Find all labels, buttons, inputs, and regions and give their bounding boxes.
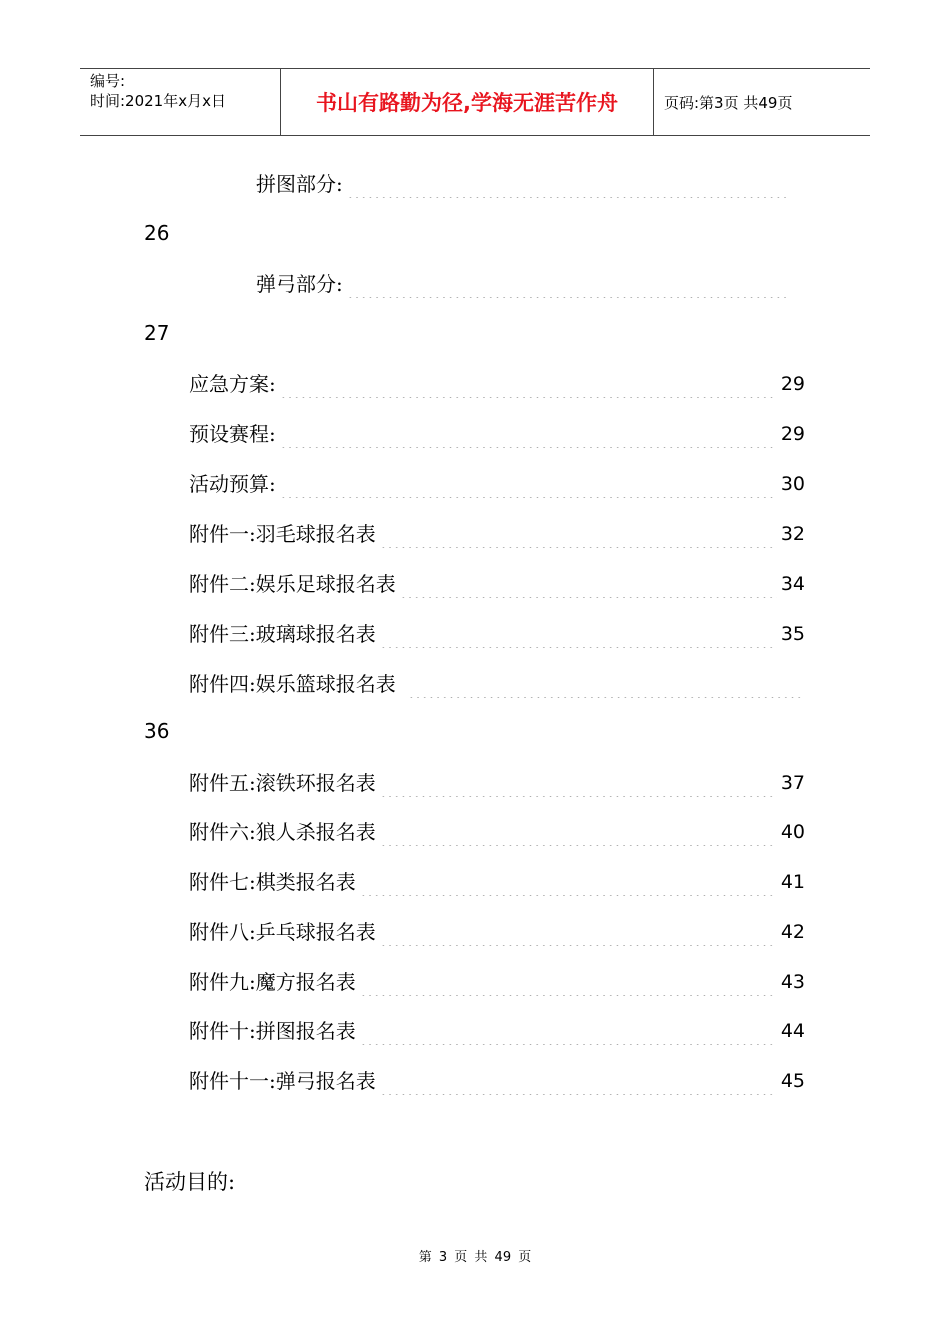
toc-label: 附件六:狼人杀报名表 <box>189 820 376 844</box>
toc-entry[interactable] <box>189 868 805 896</box>
toc-entry[interactable] <box>189 470 805 498</box>
page-footer: 第 3 页 共 49 页 <box>418 1250 532 1265</box>
toc-entry[interactable] <box>256 270 792 298</box>
toc-leader <box>400 570 777 598</box>
toc-label: 附件八:乒乓球报名表 <box>189 920 376 944</box>
header-meta <box>80 69 281 135</box>
toc-leader <box>347 270 788 298</box>
toc-page: 45 <box>780 1070 805 1092</box>
toc-page: 29 <box>780 373 805 395</box>
toc-entry[interactable] <box>189 1067 805 1095</box>
toc-label: 弹弓部分: <box>256 272 343 296</box>
toc-label: 活动预算: <box>189 472 276 496</box>
toc-label: 应急方案: <box>189 372 276 396</box>
toc-entry[interactable] <box>189 818 805 846</box>
toc-leader <box>360 968 777 996</box>
toc-wrapped-page: 27 <box>144 321 170 345</box>
toc-leader <box>280 370 777 398</box>
toc-page: 37 <box>780 772 805 794</box>
toc-leader <box>380 769 777 797</box>
toc-entry[interactable] <box>189 918 805 946</box>
toc-page: 29 <box>780 423 805 445</box>
toc-entry[interactable] <box>189 1017 805 1045</box>
toc-leader <box>280 420 777 448</box>
section-title: 活动目的: <box>144 1170 236 1194</box>
toc-page: 42 <box>780 921 805 943</box>
toc-label: 拼图部分: <box>256 172 343 196</box>
toc-leader <box>380 520 777 548</box>
toc-page: 43 <box>780 971 805 993</box>
toc-leader <box>380 918 777 946</box>
toc-page: 30 <box>780 473 805 495</box>
header-page-info: 页码:第3页 共49页 <box>664 93 793 112</box>
toc-label: 附件一:羽毛球报名表 <box>189 522 376 546</box>
toc-entry[interactable] <box>189 769 805 797</box>
toc-label: 附件十一:弹弓报名表 <box>189 1069 376 1093</box>
toc-entry[interactable] <box>256 170 792 198</box>
toc-entry[interactable] <box>189 968 805 996</box>
toc-entry[interactable] <box>189 520 805 548</box>
toc-page: 44 <box>780 1020 805 1042</box>
toc-label: 附件三:玻璃球报名表 <box>189 622 376 646</box>
toc-leader <box>380 1067 777 1095</box>
toc-entry[interactable] <box>189 370 805 398</box>
toc-page: 41 <box>780 871 805 893</box>
page-header <box>80 68 870 136</box>
toc-leader <box>408 670 801 698</box>
toc-leader <box>380 818 777 846</box>
toc-entry[interactable] <box>189 420 805 448</box>
toc-label: 附件四:娱乐篮球报名表 <box>189 672 396 696</box>
toc-label: 附件七:棋类报名表 <box>189 870 356 894</box>
number-label: 编号: <box>90 72 126 90</box>
toc-leader <box>347 170 788 198</box>
toc-label: 附件二:娱乐足球报名表 <box>189 572 396 596</box>
toc-page: 34 <box>780 573 805 595</box>
toc-leader <box>360 868 777 896</box>
toc-label: 附件十:拼图报名表 <box>189 1019 356 1043</box>
header-motto: 书山有路勤为径,学海无涯苦作舟 <box>281 69 654 135</box>
toc-page: 40 <box>780 821 805 843</box>
toc-entry[interactable] <box>189 570 805 598</box>
toc-page: 35 <box>780 623 805 645</box>
time-label: 时间:2021年x月x日 <box>90 92 226 110</box>
toc-label: 附件九:魔方报名表 <box>189 970 356 994</box>
toc-wrapped-page: 36 <box>144 719 170 743</box>
toc-entry[interactable] <box>189 620 805 648</box>
toc-entry[interactable] <box>189 670 805 698</box>
toc-label: 预设赛程: <box>189 422 276 446</box>
toc-wrapped-page: 26 <box>144 221 170 245</box>
toc-leader <box>380 620 777 648</box>
toc-leader <box>360 1017 777 1045</box>
toc-page: 32 <box>780 523 805 545</box>
toc-leader <box>280 470 777 498</box>
toc-label: 附件五:滚铁环报名表 <box>189 771 376 795</box>
